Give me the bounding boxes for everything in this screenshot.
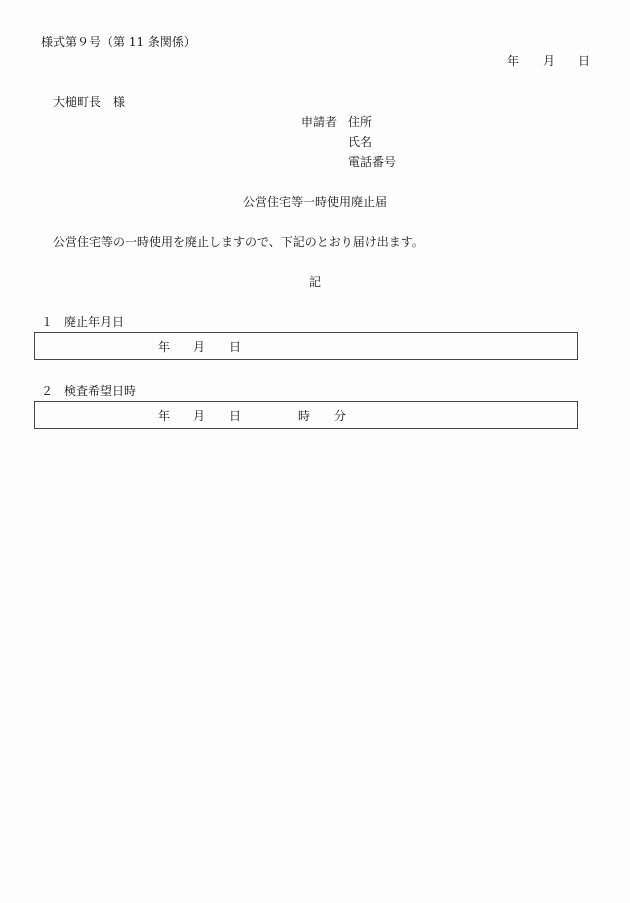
body-text: 公営住宅等の一時使用を廃止しますので、下記のとおり届け出ます。 xyxy=(53,235,424,249)
section-2-label: 検査希望日時 xyxy=(64,384,137,398)
section-2-day: 日 xyxy=(229,409,242,423)
document-title: 公営住宅等一時使用廃止届 xyxy=(242,195,387,209)
applicant-phone-label: 電話番号 xyxy=(348,155,397,169)
section-1-month: 月 xyxy=(193,340,206,354)
applicant-address-label: 住所 xyxy=(348,115,373,129)
form-number: 様式第９号（第 11 条関係） xyxy=(41,35,196,49)
applicant-name-label: 氏名 xyxy=(348,135,373,149)
section-1-year: 年 xyxy=(158,340,171,354)
section-2-hour: 時 xyxy=(298,409,311,423)
section-1-label: 廃止年月日 xyxy=(64,315,125,329)
date-day: 日 xyxy=(578,54,591,68)
ki-heading: 記 xyxy=(308,275,321,289)
section-1-day: 日 xyxy=(229,340,242,354)
section-2-number: ２ xyxy=(41,384,54,398)
section-1-date-box[interactable] xyxy=(34,332,578,360)
applicant-label: 申請者 xyxy=(301,115,338,129)
section-2-datetime-box[interactable] xyxy=(34,401,578,429)
addressee: 大槌町長 様 xyxy=(53,95,126,109)
section-1-number: １ xyxy=(41,315,54,329)
date-year: 年 xyxy=(507,54,520,68)
section-2-month: 月 xyxy=(193,409,206,423)
section-2-minute: 分 xyxy=(334,409,347,423)
section-2-year: 年 xyxy=(158,409,171,423)
date-month: 月 xyxy=(543,54,556,68)
